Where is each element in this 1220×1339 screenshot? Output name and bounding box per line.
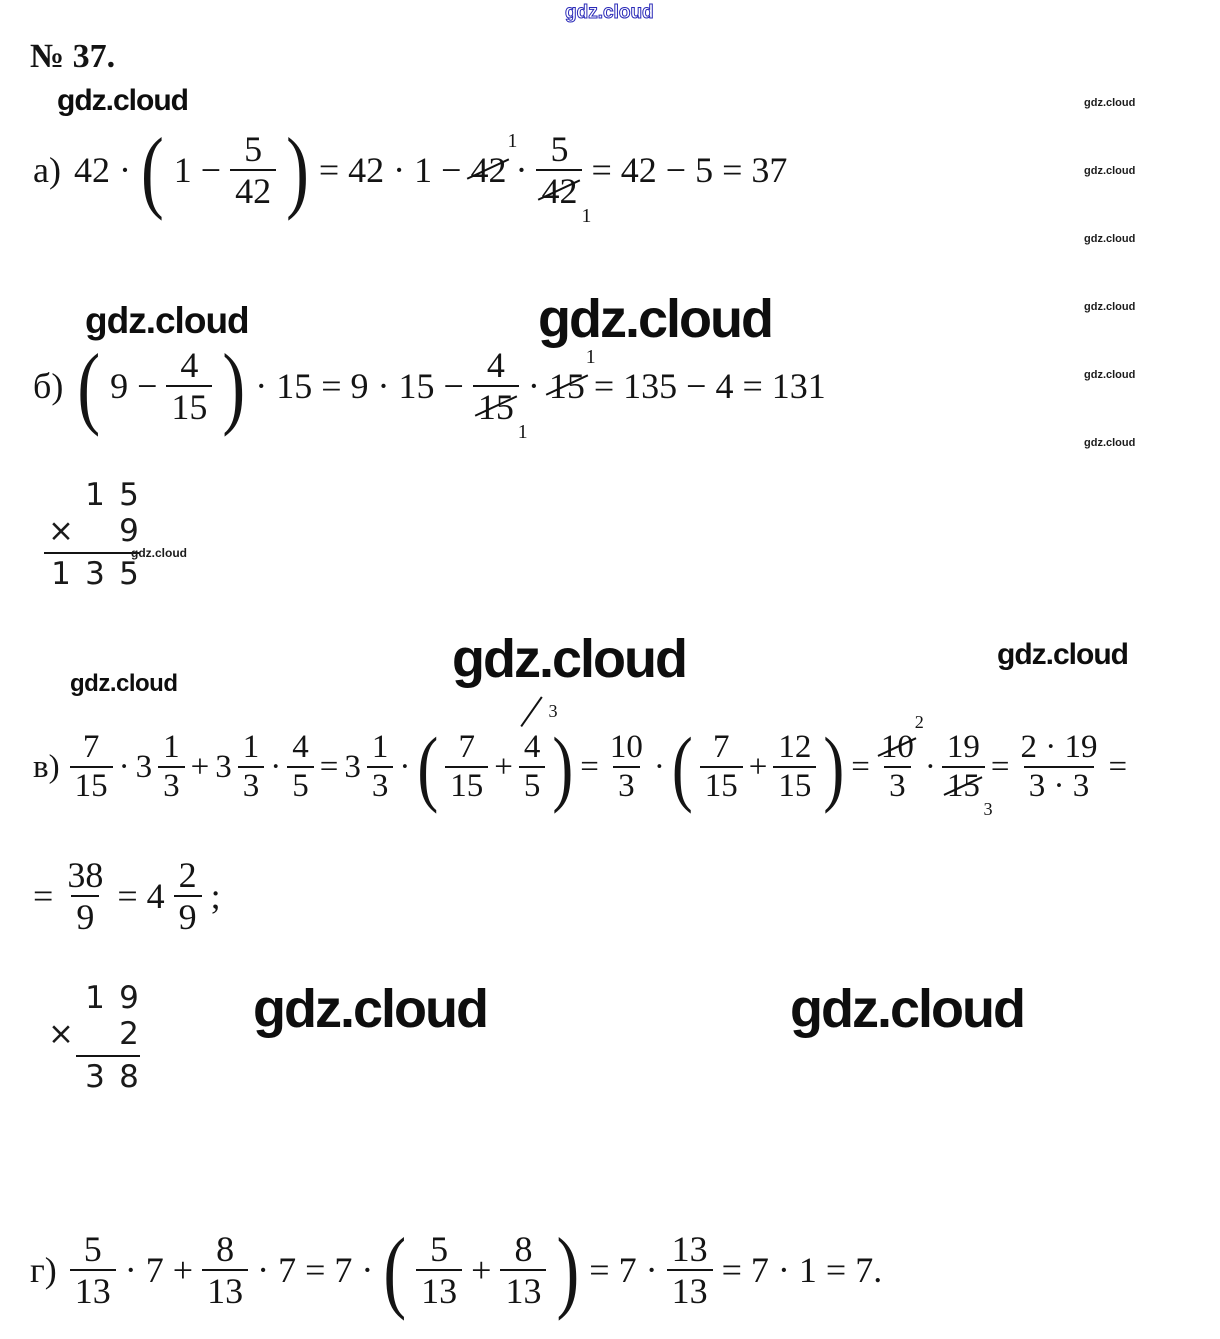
number: 7	[618, 1250, 637, 1290]
watermark: gdz.cloud	[57, 84, 188, 117]
operator: =	[305, 1250, 326, 1290]
number-struck: 15	[946, 768, 980, 804]
equation-part-g	[30, 1220, 882, 1320]
column-multiplication-15x9	[44, 477, 146, 592]
operator: ·	[527, 366, 540, 406]
cancel-superscript: 1	[585, 346, 596, 369]
fraction-denominator: 13	[70, 1269, 116, 1311]
operator: =	[318, 150, 340, 190]
fraction	[536, 128, 592, 227]
fraction-numerator: 13	[671, 1228, 708, 1269]
watermark: gdz.cloud	[70, 670, 178, 697]
fraction-denominator: 3	[884, 766, 911, 805]
operator: ·	[361, 1250, 374, 1290]
operator: ·	[393, 150, 406, 190]
fraction	[367, 729, 394, 805]
operator: −	[686, 366, 707, 406]
operator: ·	[118, 150, 131, 190]
fraction-numerator: 4	[292, 729, 309, 766]
number-struck: 15	[477, 387, 514, 427]
digit: 1	[85, 980, 105, 1016]
fraction	[1016, 729, 1103, 805]
operator: ·	[118, 748, 130, 785]
fraction-numerator: 2 · 19	[1020, 729, 1098, 766]
operator: −	[200, 150, 222, 190]
paren-close: )	[222, 334, 246, 437]
fraction-denominator	[942, 766, 993, 820]
mult-row	[44, 1016, 146, 1052]
equation-part-a	[33, 118, 788, 227]
fraction-denominator: 13	[667, 1269, 713, 1311]
fraction	[876, 711, 924, 805]
mult-row	[44, 513, 146, 549]
operator: −	[665, 150, 687, 190]
fraction-denominator: 13	[500, 1269, 546, 1311]
fraction-denominator: 3	[613, 766, 640, 805]
fraction	[238, 729, 265, 805]
operator: +	[172, 1250, 194, 1290]
operator: =	[591, 150, 612, 190]
operator: ·	[924, 748, 936, 785]
fraction-denominator: 15	[70, 766, 113, 805]
operator: −	[443, 366, 464, 406]
number: 4	[715, 366, 734, 406]
fraction-numerator: 10	[609, 729, 643, 766]
operator: =	[117, 876, 138, 916]
fraction-numerator: 4	[180, 344, 199, 385]
paren-open: (	[77, 334, 101, 437]
times-sign: ×	[48, 1016, 74, 1052]
fraction	[700, 729, 743, 805]
fraction	[166, 345, 212, 428]
fraction-numerator: 7	[713, 729, 730, 766]
operator: =	[580, 748, 599, 785]
fraction-numerator: 7	[82, 729, 100, 766]
paren-open: (	[383, 1218, 407, 1321]
fraction-numerator: 38	[67, 854, 104, 895]
cancel-subscript: 1	[581, 204, 592, 227]
number: 1	[173, 150, 192, 190]
fraction	[500, 1229, 546, 1312]
fraction-denominator: 42	[230, 169, 276, 211]
cancelled-number	[541, 171, 592, 227]
fraction-numerator: 5	[83, 1228, 102, 1269]
fraction-denominator	[536, 169, 592, 227]
fraction	[519, 700, 558, 805]
fraction-denominator: 15	[166, 385, 212, 427]
watermark-side: gdz.cloud	[1084, 97, 1136, 109]
fraction	[445, 729, 488, 805]
fraction	[773, 729, 816, 805]
digit: 1	[51, 556, 71, 592]
watermark-side: gdz.cloud	[1084, 369, 1136, 381]
fraction-numerator: 5	[550, 128, 569, 169]
number: 42	[620, 150, 657, 190]
fraction-numerator: 1	[242, 729, 260, 766]
fraction-numerator: 8	[514, 1228, 533, 1269]
fraction	[605, 729, 648, 805]
operator: =	[722, 150, 743, 190]
fraction	[62, 855, 108, 938]
fraction-denominator: 13	[202, 1269, 248, 1311]
watermark: gdz.cloud	[131, 546, 187, 560]
expanded-number	[523, 700, 558, 766]
fraction-numerator: 4	[486, 344, 505, 385]
part-label: а)	[33, 150, 61, 190]
operator: =	[33, 876, 54, 916]
number: 3	[215, 748, 232, 785]
digit: 3	[85, 1059, 105, 1095]
number: 7	[750, 1250, 769, 1290]
mult-row	[44, 556, 146, 592]
fraction-denominator	[473, 385, 528, 443]
operator: ·	[515, 150, 528, 190]
operator: +	[494, 748, 513, 785]
fraction	[158, 729, 185, 805]
number: 9	[350, 366, 369, 406]
fraction-numerator: 7	[458, 729, 475, 766]
mult-row	[44, 477, 146, 513]
fraction-numerator	[876, 711, 924, 766]
expand-superscript: 3	[548, 700, 558, 721]
cancelled-number	[946, 768, 993, 820]
number: 1	[414, 150, 433, 190]
operator: =	[851, 748, 870, 785]
watermark-side: gdz.cloud	[1084, 165, 1136, 177]
operator: =	[321, 366, 342, 406]
number: 131	[771, 366, 826, 406]
operator: =	[742, 366, 763, 406]
number: 42	[73, 150, 110, 190]
operator: ·	[399, 748, 411, 785]
cancel-subscript: 3	[983, 799, 993, 820]
mult-row	[44, 1059, 146, 1095]
mult-line	[44, 552, 140, 554]
number: 3	[344, 748, 361, 785]
digit: 3	[85, 556, 105, 592]
problem-number: № 37.	[30, 38, 116, 75]
fraction-denominator: 3	[367, 766, 394, 805]
equation-part-b	[33, 334, 826, 443]
operator: =	[721, 1250, 742, 1290]
number: 7	[145, 1250, 164, 1290]
cancel-superscript: 1	[507, 130, 518, 153]
fraction-denominator: 3 · 3	[1024, 766, 1095, 805]
part-label: б)	[33, 366, 64, 406]
operator: ·	[653, 748, 665, 785]
watermark: gdz.cloud	[85, 300, 249, 341]
operator: ·	[124, 1250, 137, 1290]
number: 4	[146, 876, 165, 916]
watermark: gdz.cloud	[997, 638, 1128, 671]
watermark-side: gdz.cloud	[1084, 301, 1136, 313]
cancelled-number	[470, 130, 518, 191]
paren-close: )	[286, 118, 309, 221]
operator: =	[593, 366, 615, 406]
number: 42	[348, 150, 385, 190]
operator: =	[319, 748, 339, 785]
number-marked: 4	[523, 729, 541, 766]
fraction	[70, 729, 113, 805]
operator: ·	[377, 366, 390, 406]
fraction	[667, 1229, 713, 1312]
fraction-numerator: 8	[216, 1228, 235, 1269]
mult-line	[76, 1055, 140, 1057]
cancelled-number	[880, 711, 924, 766]
operator: +	[190, 748, 210, 785]
number: 15	[276, 366, 313, 406]
number: 9	[110, 366, 129, 406]
watermark-top-blue: gdz.cloud	[565, 2, 654, 23]
watermark: gdz.cloud	[452, 629, 686, 689]
operator: ·	[645, 1250, 658, 1290]
equation-part-v-line1	[33, 700, 1128, 830]
operator: =	[825, 1250, 847, 1290]
fraction-denominator: 9	[174, 895, 202, 937]
digit: 1	[85, 477, 105, 513]
column-multiplication-19x2	[44, 980, 146, 1095]
fraction	[174, 855, 202, 938]
fraction	[202, 1229, 248, 1312]
fraction-denominator: 15	[773, 766, 816, 805]
paren-close: )	[556, 1218, 580, 1321]
operator: =	[589, 1250, 610, 1290]
fraction-denominator: 5	[287, 766, 314, 805]
fraction-numerator	[519, 700, 558, 766]
operator: +	[748, 748, 768, 785]
operator: ·	[777, 1250, 790, 1290]
watermark-side: gdz.cloud	[1084, 233, 1136, 245]
punctuation: ;	[210, 876, 221, 916]
number-struck: 10	[880, 729, 914, 766]
equation-part-v-line2	[33, 850, 221, 942]
operator: ·	[270, 748, 282, 785]
paren-open: (	[671, 719, 693, 815]
fraction	[70, 1229, 116, 1312]
fraction-denominator: 15	[445, 766, 488, 805]
part-label: в)	[33, 748, 60, 785]
digit: 9	[119, 513, 139, 549]
watermark: gdz.cloud	[253, 979, 487, 1039]
operator: ·	[257, 1250, 270, 1290]
fraction	[416, 1229, 462, 1312]
operator: +	[471, 1250, 492, 1290]
fraction-numerator: 12	[778, 729, 812, 766]
watermark: gdz.cloud	[790, 979, 1024, 1039]
digit: 5	[119, 556, 139, 592]
number: 7	[334, 1250, 353, 1290]
operator: =	[990, 748, 1010, 785]
fraction-numerator: 1	[371, 729, 389, 766]
fraction	[230, 129, 276, 212]
number: 135	[623, 366, 678, 406]
digit: 5	[119, 477, 139, 513]
cancel-subscript: 1	[517, 420, 528, 443]
fraction-numerator: 2	[178, 854, 197, 895]
fraction-denominator: 9	[71, 895, 99, 937]
cancel-superscript: 2	[914, 711, 924, 732]
times-sign: ×	[48, 513, 74, 549]
number: 7.	[855, 1250, 883, 1290]
fraction-numerator: 5	[244, 128, 263, 169]
number: 5	[695, 150, 714, 190]
number: 1	[798, 1250, 817, 1290]
fraction-denominator: 13	[416, 1269, 462, 1311]
fraction-numerator: 1	[163, 729, 180, 766]
fraction	[473, 344, 528, 443]
number: 3	[135, 748, 153, 785]
paren-close: )	[823, 719, 845, 815]
digit: 9	[119, 980, 139, 1016]
fraction	[287, 729, 314, 805]
number: 15	[398, 366, 435, 406]
fraction-denominator: 3	[238, 766, 265, 805]
number: 37	[751, 150, 788, 190]
fraction-denominator: 5	[519, 766, 546, 805]
mult-row	[44, 980, 146, 1016]
operator: −	[441, 150, 462, 190]
digit: 8	[119, 1059, 139, 1095]
number-struck: 42	[470, 150, 507, 190]
operator: =	[1108, 748, 1128, 785]
fraction	[942, 729, 993, 820]
part-label: г)	[30, 1250, 57, 1290]
number: 7	[278, 1250, 297, 1290]
operator: −	[137, 366, 158, 406]
watermark-side: gdz.cloud	[1084, 437, 1136, 449]
watermark: gdz.cloud	[538, 289, 772, 349]
fraction-numerator: 5	[430, 1228, 449, 1269]
fraction-denominator: 3	[158, 766, 185, 805]
fraction-numerator: 19	[946, 729, 980, 766]
number-struck: 42	[541, 171, 578, 211]
cancelled-number	[548, 346, 596, 407]
number-struck: 15	[548, 366, 585, 406]
paren-open: (	[417, 719, 439, 815]
paren-close: )	[552, 719, 574, 815]
fraction-denominator: 15	[700, 766, 743, 805]
cancelled-number	[477, 387, 528, 443]
digit: 2	[119, 1016, 139, 1052]
paren-open: (	[140, 118, 164, 221]
operator: ·	[255, 366, 268, 406]
